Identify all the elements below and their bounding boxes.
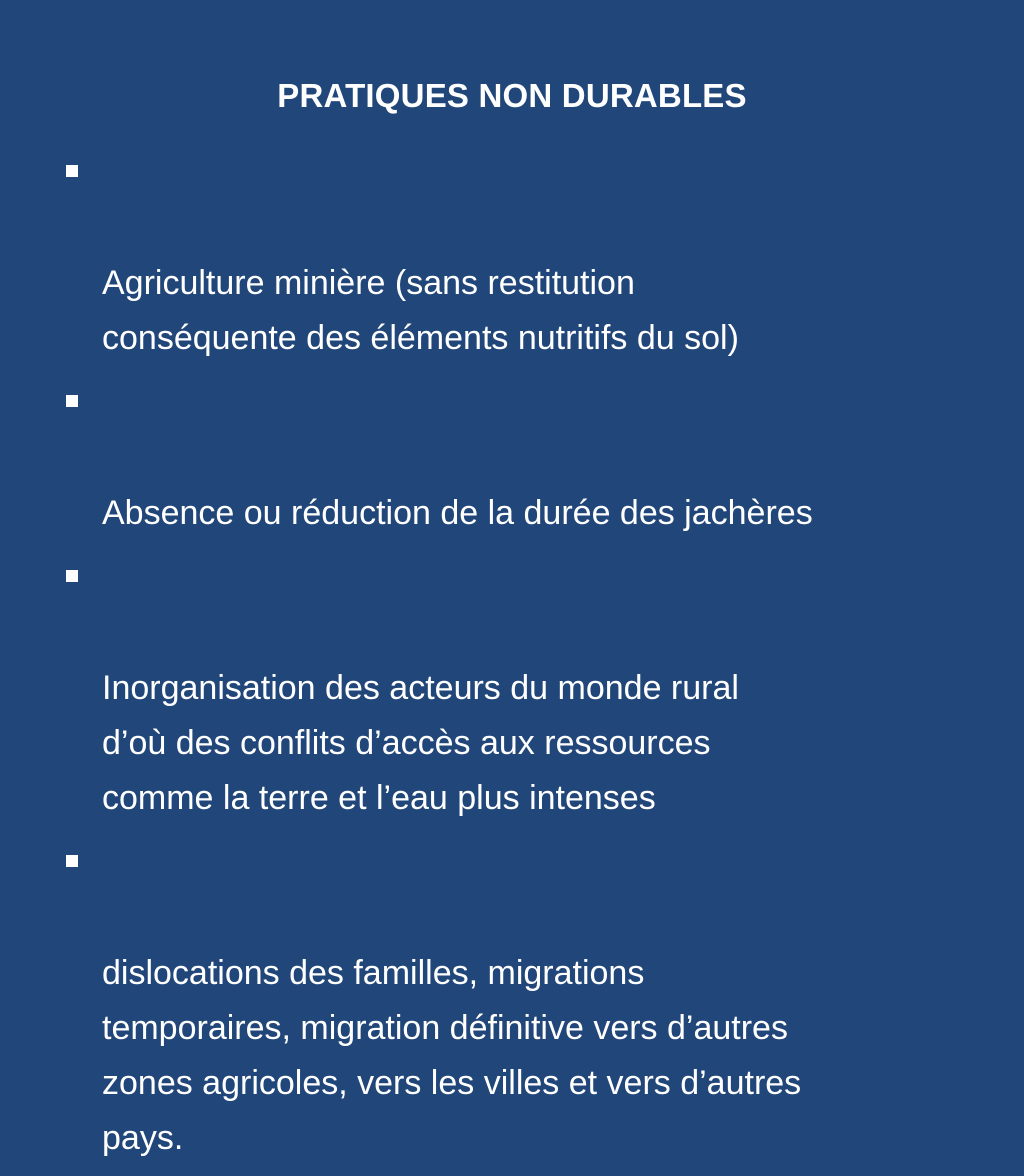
bullet-list (66, 146, 976, 1176)
bullet-text: Inorganisation des acteurs du monde rural d’où des conflits d’accès aux ressources comme la terre et l’eau plus intenses (102, 669, 739, 817)
bullet-item (66, 551, 976, 826)
square-bullet-icon (66, 855, 78, 867)
bullet-item (66, 836, 976, 1166)
bullet-text: Agriculture minière (sans restitution conséquente des éléments nutritifs du sol) (102, 264, 739, 357)
square-bullet-icon (66, 570, 78, 582)
slide-title: PRATIQUES NON DURABLES (277, 77, 747, 114)
bullet-text: Absence ou réduction de la durée des jachères (102, 494, 813, 532)
bullet-text: dislocations des familles, migrations temporaires, migration définitive vers d’autres zones agricoles, vers les villes et vers d’autres pays. (102, 954, 802, 1157)
bullet-item (66, 146, 976, 366)
bullet-item (66, 376, 976, 541)
square-bullet-icon (66, 165, 78, 177)
square-bullet-icon (66, 395, 78, 407)
